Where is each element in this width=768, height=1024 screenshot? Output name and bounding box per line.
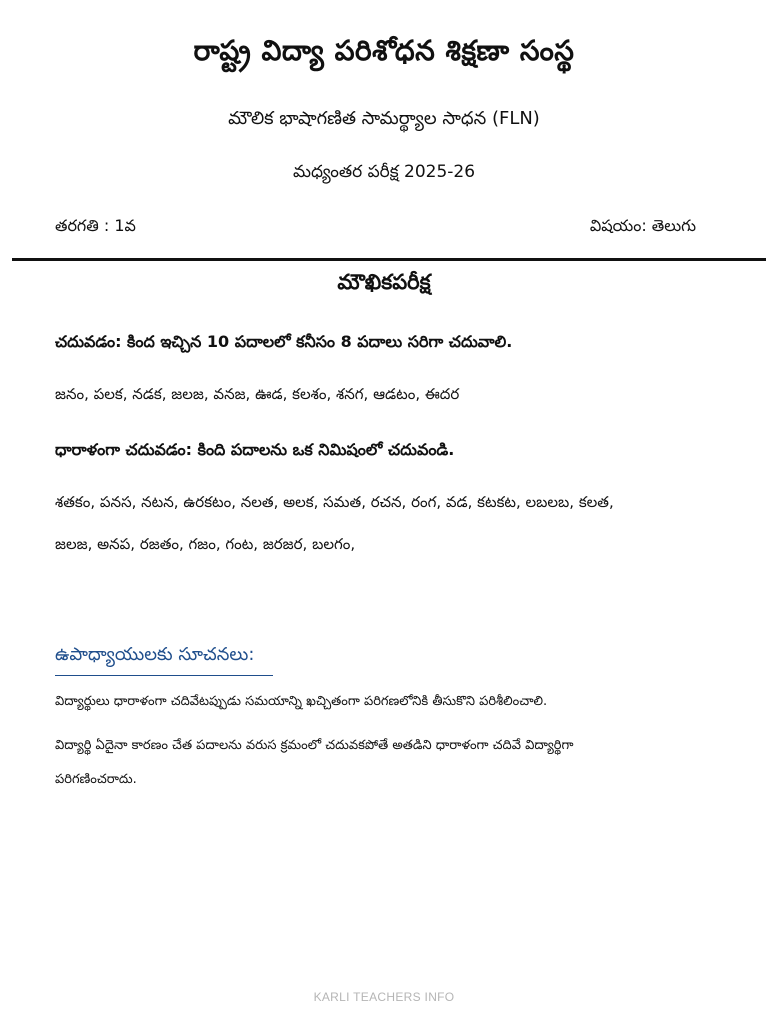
- page-title: రాష్ట్ర విద్యా పరిశోధన శిక్షణా సంస్థ: [193, 34, 575, 67]
- subject-label: విషయం: తెలుగు: [589, 216, 696, 235]
- teacher-note-2-line-2: పరిగణించరాదు.: [55, 772, 137, 787]
- teacher-note-1: విద్యార్థులు ధారాళంగా చదివేటప్పుడు సమయాన్ని ఖచ్చితంగా పరిగణలోనికి తీసుకొని పరిశీలించాలి.: [55, 694, 548, 709]
- oral-test-heading: మౌఖికపరీక్ష: [337, 270, 431, 294]
- watermark: KARLI TEACHERS INFO: [313, 990, 455, 1004]
- class-label: తరగతి : 1వ: [55, 216, 136, 235]
- fluency-instruction: ధారాళంగా చదువడం: కింది పదాలను ఒక నిమిషంలో చదువండి.: [55, 440, 455, 459]
- teacher-notes-heading: ఉపాధ్యాయులకు సూచనలు:: [55, 644, 273, 676]
- reading-instruction: చదువడం: కింద ఇచ్చిన 10 పదాలలో కనీసం 8 పదాలు సరిగా చదువాలి.: [55, 332, 513, 351]
- exam-name: మధ్యంతర పరీక్ష 2025-26: [292, 162, 476, 182]
- fluency-words-line-2: జలజ, అనప, రజతం, గజం, గంట, జరజర, బలగం,: [55, 535, 356, 553]
- reading-words: జనం, పలక, నడక, జలజ, వనజ, ఊడ, కలశం, శనగ, ఆడటం, ఈదర: [55, 385, 460, 403]
- header-divider: [12, 258, 766, 261]
- teacher-note-2-line-1: విద్యార్థి ఏదైనా కారణం చేత పదాలను వరుస క్రమంలో చదువకపోతే అతడిని ధారాళంగా చదివే విద్యార్థిగా: [55, 738, 574, 753]
- fluency-words-line-1: శతకం, పనస, నటన, ఉరకటం, నలత, అలక, సమత, రచన, రంగ, వడ, కటకట, లబలబ, కలత,: [55, 493, 614, 511]
- program-subtitle: మౌలిక భాషాగణిత సామర్థ్యాల సాధన (FLN): [228, 108, 540, 129]
